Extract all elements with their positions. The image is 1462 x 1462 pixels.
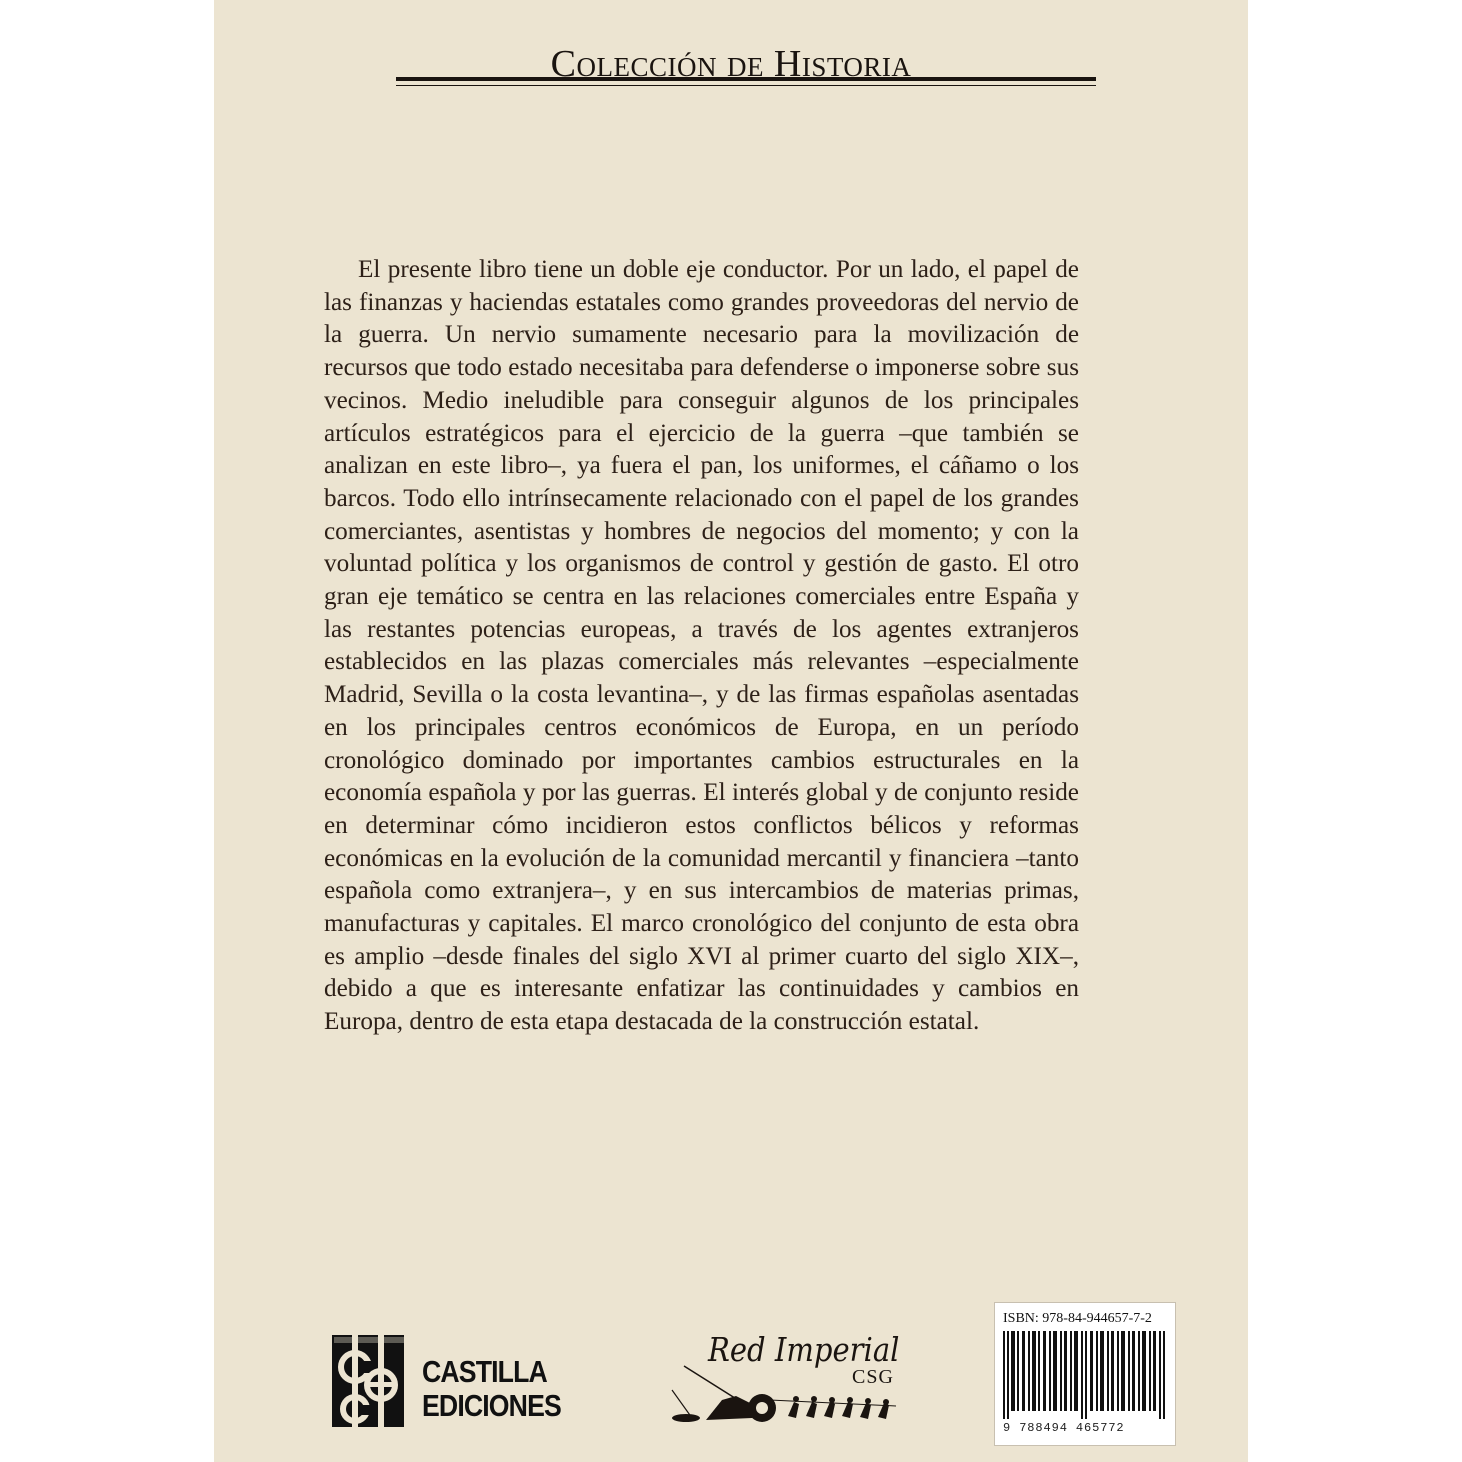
ce-publisher-mark-icon: [330, 1333, 410, 1429]
red-imperial-logo: [666, 1330, 906, 1430]
red-imperial-title: Red Imperial: [708, 1330, 900, 1369]
barcode-digits: 9 788494 465772: [1003, 1421, 1125, 1435]
cannon-haulers-illustration-icon: [666, 1356, 906, 1430]
publisher-name: [422, 1355, 561, 1423]
castilla-ediciones-logo: [330, 1333, 590, 1429]
series-title: Colección de Historia: [550, 43, 912, 85]
back-cover-blurb: El presente libro tiene un doble eje conductor. Por un lado, el papel de las finanzas y haciendas estatales como grandes proveedoras del nervio de la guerra. Un nervio sumamente necesario para la movilización de recursos que todo estado necesitaba para defenderse o imponerse sobre sus vecinos. Medio ineludible para conseguir algunos de los principales artículos estratégicos para el ejercicio de la guerra –que también se analizan en este libro–, ya fuera el pan, los uniformes, el cáñamo o los barcos. Todo ello intrínsecamente relacionado con el papel de los grandes comerciantes, asentistas y hombres de negocios del momento; y con la voluntad política y los organismos de control y gestión de gasto. El otro gran eje temático se centra en las relaciones comerciales entre España y las restantes potencias europeas, a través de los agentes extranjeros establecidos en las plazas comerciales más relevantes –especialmente Madrid, Sevilla o la costa levantina–, y de las firmas españolas asentadas en los principales centros económicos de Europa, en un período cronológico dominado por importantes cambios estructurales en la economía española y por las guerras. El interés global y de conjunto reside en determinar cómo incidieron estos conflictos bélicos y reformas económicas en la evolución de la comunidad mercantil y financiera –tanto española como extranjera–, y en sus intercambios de materias primas, manufacturas y capitales. El marco cronológico del conjunto de esta obra es amplio –desde finales del siglo XVI al primer cuarto del siglo XIX–, debido a que es interesante enfatizar las continuidades y cambios en Europa, dentro de esta etapa destacada de la construcción estatal.: [324, 256, 1079, 1036]
publisher-name-line2: EDICIONES: [422, 1388, 561, 1423]
barcode-icon: [1003, 1331, 1167, 1419]
publisher-name-line1: CASTILLA: [422, 1354, 547, 1389]
red-imperial-subtitle: CSG: [852, 1366, 894, 1388]
isbn-label: ISBN: 978-84-944657-7-2: [1003, 1311, 1152, 1326]
title-rule: [396, 77, 1096, 86]
isbn-barcode-panel: [994, 1302, 1176, 1446]
book-back-cover: [214, 0, 1248, 1462]
